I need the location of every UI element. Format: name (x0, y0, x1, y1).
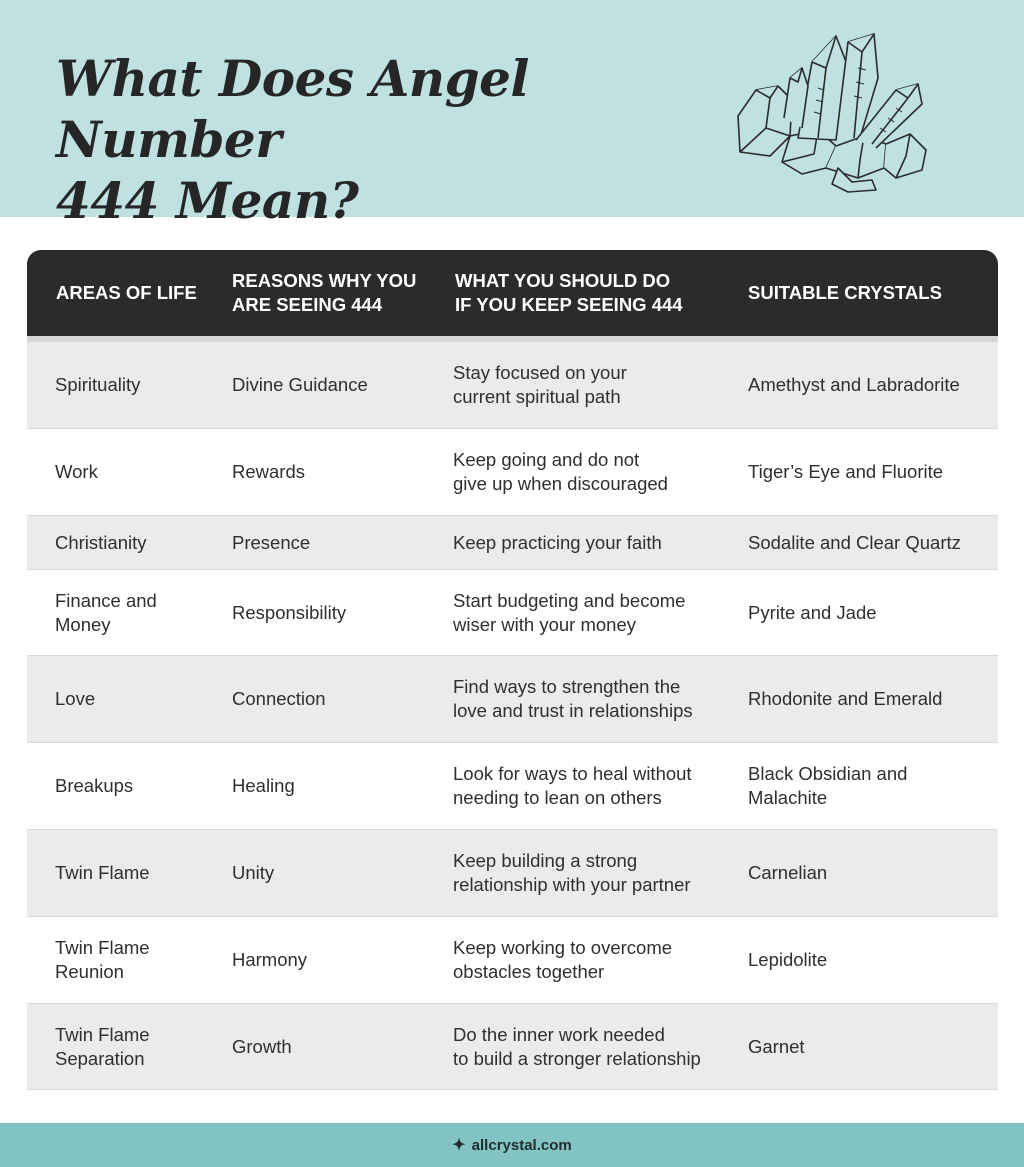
sparkle-icon: ✦ (452, 1137, 466, 1154)
reason-cell: Responsibility (232, 601, 347, 623)
page-title (56, 48, 696, 231)
reason-cell: Growth (232, 1035, 292, 1057)
reason-cell: Rewards (232, 461, 305, 482)
title-line-1: What Does Angel Number (56, 49, 529, 169)
action-cell: Keep building a strong relationship with your partner (453, 850, 691, 895)
crystal-cell: Lepidolite (748, 949, 828, 970)
reason-cell: Connection (232, 688, 326, 709)
table-header-row (27, 250, 998, 336)
area-cell: Spirituality (55, 374, 141, 395)
column-header-what-to-do: WHAT YOU SHOULD DO IF YOU KEEP SEEING 444 (455, 270, 683, 315)
table-row (27, 516, 998, 570)
crystal-cell: Sodalite and Clear Quartz (748, 531, 961, 553)
crystal-cluster-icon (726, 28, 936, 193)
crystal-cell: Black Obsidian and Malachite (748, 763, 908, 808)
crystal-cell: Pyrite and Jade (748, 601, 877, 623)
table-row (27, 656, 998, 743)
reason-cell: Unity (232, 862, 275, 883)
footer-site-link[interactable]: allcrystal.com (471, 1136, 572, 1154)
table-row (27, 917, 998, 1004)
action-cell: Find ways to strengthen the love and trust in relationships (453, 676, 693, 721)
header-banner (0, 0, 1024, 230)
reason-cell: Harmony (232, 949, 308, 970)
area-cell: Twin Flame (55, 862, 150, 883)
crystal-cell: Rhodonite and Emerald (748, 688, 943, 709)
crystal-cell: Carnelian (748, 862, 828, 883)
crystal-cell: Garnet (748, 1035, 805, 1057)
area-cell: Breakups (55, 775, 134, 796)
reason-cell: Divine Guidance (232, 374, 368, 395)
action-cell: Look for ways to heal without needing to lean on others (453, 763, 692, 808)
column-header-crystals: SUITABLE CRYSTALS (748, 282, 942, 303)
reason-cell: Presence (232, 531, 311, 553)
angel-number-table (27, 250, 998, 1090)
action-cell: Do the inner work needed to build a stronger relationship (453, 1023, 701, 1069)
column-header-reasons: REASONS WHY YOU ARE SEEING 444 (232, 270, 417, 315)
footer-bar (0, 1123, 1024, 1167)
table-row (27, 1004, 998, 1090)
crystal-cell: Amethyst and Labradorite (748, 374, 960, 395)
table-row (27, 342, 998, 429)
title-line-2: 444 Mean? (56, 171, 359, 230)
reason-cell: Healing (232, 775, 295, 796)
action-cell: Keep practicing your faith (453, 531, 662, 553)
column-header-areas-of-life: AREAS OF LIFE (56, 282, 197, 303)
table-row (27, 570, 998, 656)
action-cell: Start budgeting and become wiser with your money (453, 589, 686, 635)
area-cell: Christianity (55, 531, 147, 553)
table-row (27, 830, 998, 917)
action-cell: Keep working to overcome obstacles together (453, 937, 673, 982)
area-cell: Finance and Money (55, 589, 157, 635)
area-cell: Twin Flame Reunion (55, 937, 150, 982)
table-row (27, 743, 998, 830)
area-cell: Love (55, 688, 96, 709)
table-row (27, 429, 998, 516)
area-cell: Twin Flame Separation (55, 1023, 150, 1069)
crystal-cell: Tiger’s Eye and Fluorite (748, 461, 944, 482)
action-cell: Keep going and do not give up when discouraged (453, 449, 668, 494)
action-cell: Stay focused on your current spiritual path (453, 362, 627, 407)
area-cell: Work (55, 461, 98, 482)
